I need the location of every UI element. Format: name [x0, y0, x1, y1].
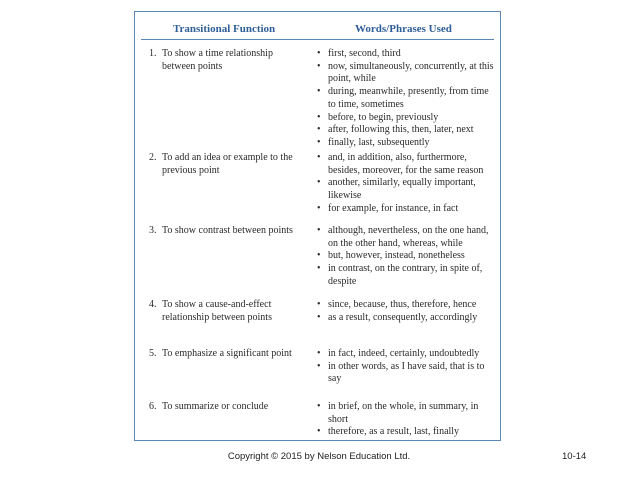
header-words-phrases: Words/Phrases Used: [355, 23, 452, 35]
row-number: 5.: [149, 348, 157, 359]
phrase-text: but, however, instead, nonetheless: [328, 250, 465, 262]
function-cell: [149, 299, 299, 324]
bullet-icon: •: [317, 401, 321, 412]
bullet-icon: •: [317, 152, 321, 163]
words-list: [316, 401, 496, 439]
function-text: To add an idea or example to the previous point: [162, 152, 293, 176]
phrase-text: before, to begin, previously: [328, 111, 439, 123]
list-item: [316, 137, 496, 150]
phrase-text: in brief, on the whole, in summary, in short: [328, 401, 479, 425]
bullet-icon: •: [317, 202, 321, 214]
list-item: [316, 263, 496, 288]
list-item: [316, 250, 496, 263]
list-item: [316, 61, 496, 86]
list-item: [316, 86, 496, 111]
header-transitional-function: Transitional Function: [173, 23, 276, 35]
words-list: [316, 152, 496, 216]
copyright-footer: Copyright © 2015 by Nelson Education Ltd.: [227, 451, 411, 462]
phrase-text: another, similarly, equally important, likewise: [328, 177, 476, 202]
phrase-text: since, because, thus, therefore, hence: [328, 299, 477, 310]
list-item: [316, 361, 496, 386]
function-text: To summarize or conclude: [162, 401, 269, 412]
table-header: [135, 12, 500, 38]
function-cell: [149, 152, 299, 177]
list-item: [316, 48, 496, 61]
function-cell: [149, 401, 299, 414]
list-item: [316, 426, 496, 439]
phrase-text: now, simultaneously, concurrently, at this point, while: [328, 60, 494, 85]
bullet-icon: •: [317, 136, 321, 148]
list-item: [316, 401, 496, 426]
phrase-text: although, nevertheless, on the one hand, on the other hand, whereas, while: [328, 225, 489, 249]
function-text: To show a time relationship between points: [162, 48, 273, 72]
words-list: [316, 299, 496, 324]
bullet-icon: •: [317, 124, 321, 136]
phrase-text: during, meanwhile, presently, from time to time, sometimes: [328, 86, 489, 110]
list-item: [316, 177, 496, 202]
phrase-text: in contrast, on the contrary, in spite of, despite: [328, 263, 483, 287]
row-number: 6.: [149, 401, 157, 412]
phrase-text: as a result, consequently, accordingly: [328, 311, 478, 323]
page-number: 10-14: [562, 451, 587, 462]
row-number: 3.: [149, 225, 157, 236]
row-number: 4.: [149, 299, 157, 310]
phrase-text: in other words, as I have said, that is to say: [328, 360, 485, 385]
words-list: [316, 348, 496, 386]
phrase-text: in fact, indeed, certainly, undoubtedly: [328, 348, 480, 359]
bullet-icon: •: [317, 348, 321, 359]
list-item: [316, 203, 496, 216]
bullet-icon: •: [317, 263, 321, 275]
bullet-icon: •: [317, 299, 321, 310]
words-list: [316, 225, 496, 289]
bullet-icon: •: [317, 111, 321, 123]
header-divider: [141, 39, 494, 40]
bullet-icon: •: [317, 86, 321, 98]
list-item: [316, 225, 496, 250]
phrase-text: for example, for instance, in fact: [328, 202, 459, 214]
list-item: [316, 348, 496, 361]
phrase-text: first, second, third: [328, 48, 401, 59]
function-text: To show a cause-and-effect relationship between points: [162, 299, 272, 323]
function-text: To show contrast between points: [162, 225, 293, 236]
bullet-icon: •: [317, 60, 321, 72]
phrase-text: finally, last, subsequently: [328, 136, 430, 148]
bullet-icon: •: [317, 250, 321, 262]
bullet-icon: •: [317, 177, 321, 189]
bullet-icon: •: [317, 311, 321, 323]
phrase-text: therefore, as a result, last, finally: [328, 426, 460, 438]
function-cell: [149, 225, 299, 238]
bullet-icon: •: [317, 48, 321, 59]
function-cell: [149, 348, 299, 361]
words-list: [316, 48, 496, 150]
row-number: 2.: [149, 152, 157, 163]
row-number: 1.: [149, 48, 157, 59]
transitions-table: [134, 11, 501, 441]
phrase-text: and, in addition, also, furthermore, besides, moreover, for the same reason: [328, 152, 484, 176]
list-item: [316, 312, 496, 325]
list-item: [316, 152, 496, 177]
bullet-icon: •: [317, 360, 321, 372]
function-text: To emphasize a significant point: [162, 348, 292, 359]
function-cell: [149, 48, 299, 73]
phrase-text: after, following this, then, later, next: [328, 124, 474, 136]
list-item: [316, 299, 496, 312]
bullet-icon: •: [317, 426, 321, 438]
bullet-icon: •: [317, 225, 321, 236]
list-item: [316, 112, 496, 125]
list-item: [316, 124, 496, 137]
